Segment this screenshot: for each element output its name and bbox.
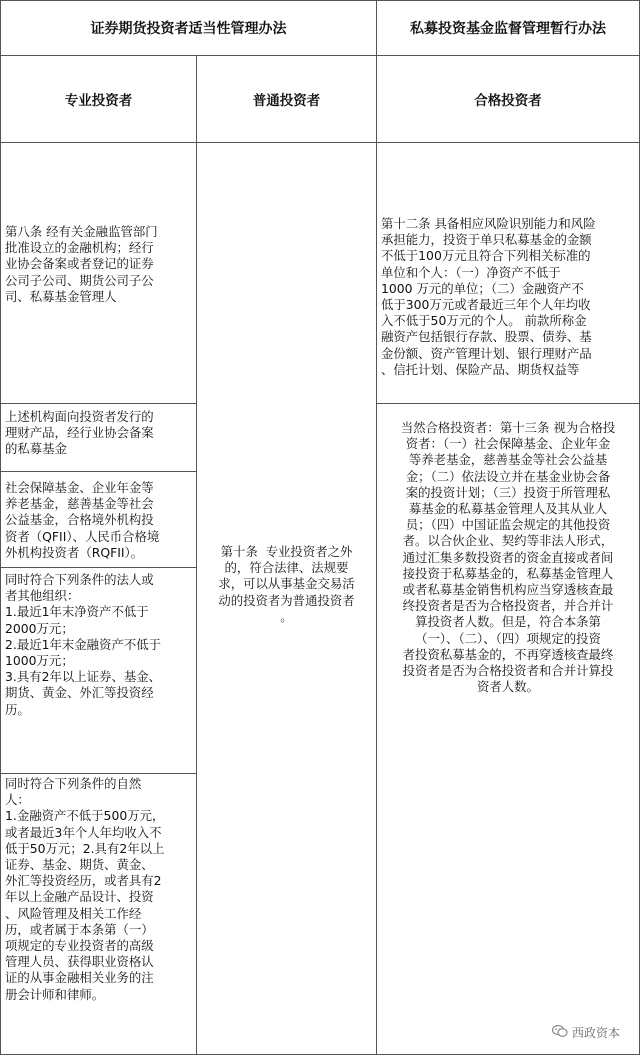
right-law-title xyxy=(376,0,640,56)
professional-cell-funds xyxy=(0,471,197,568)
watermark-text: 西政资本 xyxy=(571,1026,620,1040)
column-header-qualified xyxy=(376,55,640,143)
professional-cell-institutions-text: 第八条 经有关金融监管部门 批准设立的金融机构；经行 业协会备案或者登记的证券 公司子公司、期货公司子公 司、私募基金管理人 xyxy=(5,224,158,304)
professional-cell-products xyxy=(0,403,197,472)
ordinary-cell xyxy=(196,142,377,1055)
professional-cell-products-text: 上述机构面向投资者发行的 理财产品，经行业协会备案 的私募基金 xyxy=(5,409,154,457)
qualified-cell-article-12 xyxy=(376,142,640,404)
professional-cell-institutions xyxy=(0,142,197,404)
column-header-ordinary xyxy=(196,55,377,143)
left-law-title-text: 证券期货投资者适当性管理办法 xyxy=(90,21,287,37)
qualified-cell-article-12-text: 第十二条 具备相应风险识别能力和风险 承担能力，投资于单只私募基金的金额 不低于100万元且符合下列相关标准的 单位和个人：（一）净资产不低于 1000 万元的单位；（二）金融资产不 低于300万元或者最近三年个人年均收 入不低于50万元的个人。 前款所称金 融资产包括银行存款、股票、债券、基 金份额、资产管理计划、银行理财产品 、信托计划、保险产品、期货权益等 xyxy=(381,216,596,377)
professional-cell-natural-persons-text: 同时符合下列条件的自然 人： 1.金融资产不低于500万元， 或者最近3年个人年均收入不 低于50万元；2.具有2年以上 证券、基金、期货、黄金、 外汇等投资经历，或者具有2 年以上金融产品设计、投资 、风险管理及相关工作经 历，或者属于本条第（一） 项规定的专业投资者的高级 管理人员、获得职业资格认 证的从事金融相关业务的注 册会计师和律师。 xyxy=(5,776,165,1002)
column-header-ordinary-text: 普通投资者 xyxy=(252,93,321,109)
left-law-title xyxy=(0,0,377,56)
watermark xyxy=(552,1024,620,1041)
qualified-cell-article-13-text: 当然合格投资者：第十三条 视为合格投 资者：（一）社会保障基金、企业年金 等养老基金，慈善基金等社会公益基 金；（二）依法设立并在基金业协会备 案的投资计划；（三）投资于所管理私 募基金的私募基金管理人及其从业人 员；（四）中国证监会规定的其他投资 者。以合伙企业、契约等非法人形式， 通过汇集多数投资者的资金直接或者间 接投资于私募基金的，私募基金管理人 或者私募基金销售机构应当穿透核查最 终投资者是否为合格投资者，并合并计 算投资者人数。但是，符合本条第 （一）、（二）、（四）项规定的投资 者投资私募基金的，不再穿透核查最终 投资者是否为合格投资者和合并计算投 资者人数。 xyxy=(400,420,616,695)
qualified-cell-article-13 xyxy=(376,403,640,1055)
professional-cell-legal-entities xyxy=(0,567,197,774)
ordinary-cell-text: 第十条 专业投资者之外 的，符合法律、法规要 求，可以从事基金交易活 动的投资者为普通投资者 。 xyxy=(218,544,355,624)
column-header-professional-text: 专业投资者 xyxy=(64,93,133,109)
professional-cell-funds-text: 社会保障基金、企业年金等 养老基金，慈善基金等社会 公益基金，合格境外机构投 资者（QFII）、人民币合格境 外机构投资者（RQFII）。 xyxy=(5,480,160,560)
column-header-qualified-text: 合格投资者 xyxy=(474,93,542,109)
professional-cell-legal-entities-text: 同时符合下列条件的法人或 者其他组织： 1.最近1年末净资产不低于 2000万元； 2.最近1年末金融资产不低于 1000万元； 3.具有2年以上证券、基金、 期货、黄金、外汇等投资经 历。 xyxy=(5,572,162,717)
wechat-logo-icon xyxy=(552,1024,568,1041)
column-header-professional xyxy=(0,55,197,143)
professional-cell-natural-persons xyxy=(0,773,197,1055)
right-law-title-text: 私募投资基金监督管理暂行办法 xyxy=(410,21,606,37)
